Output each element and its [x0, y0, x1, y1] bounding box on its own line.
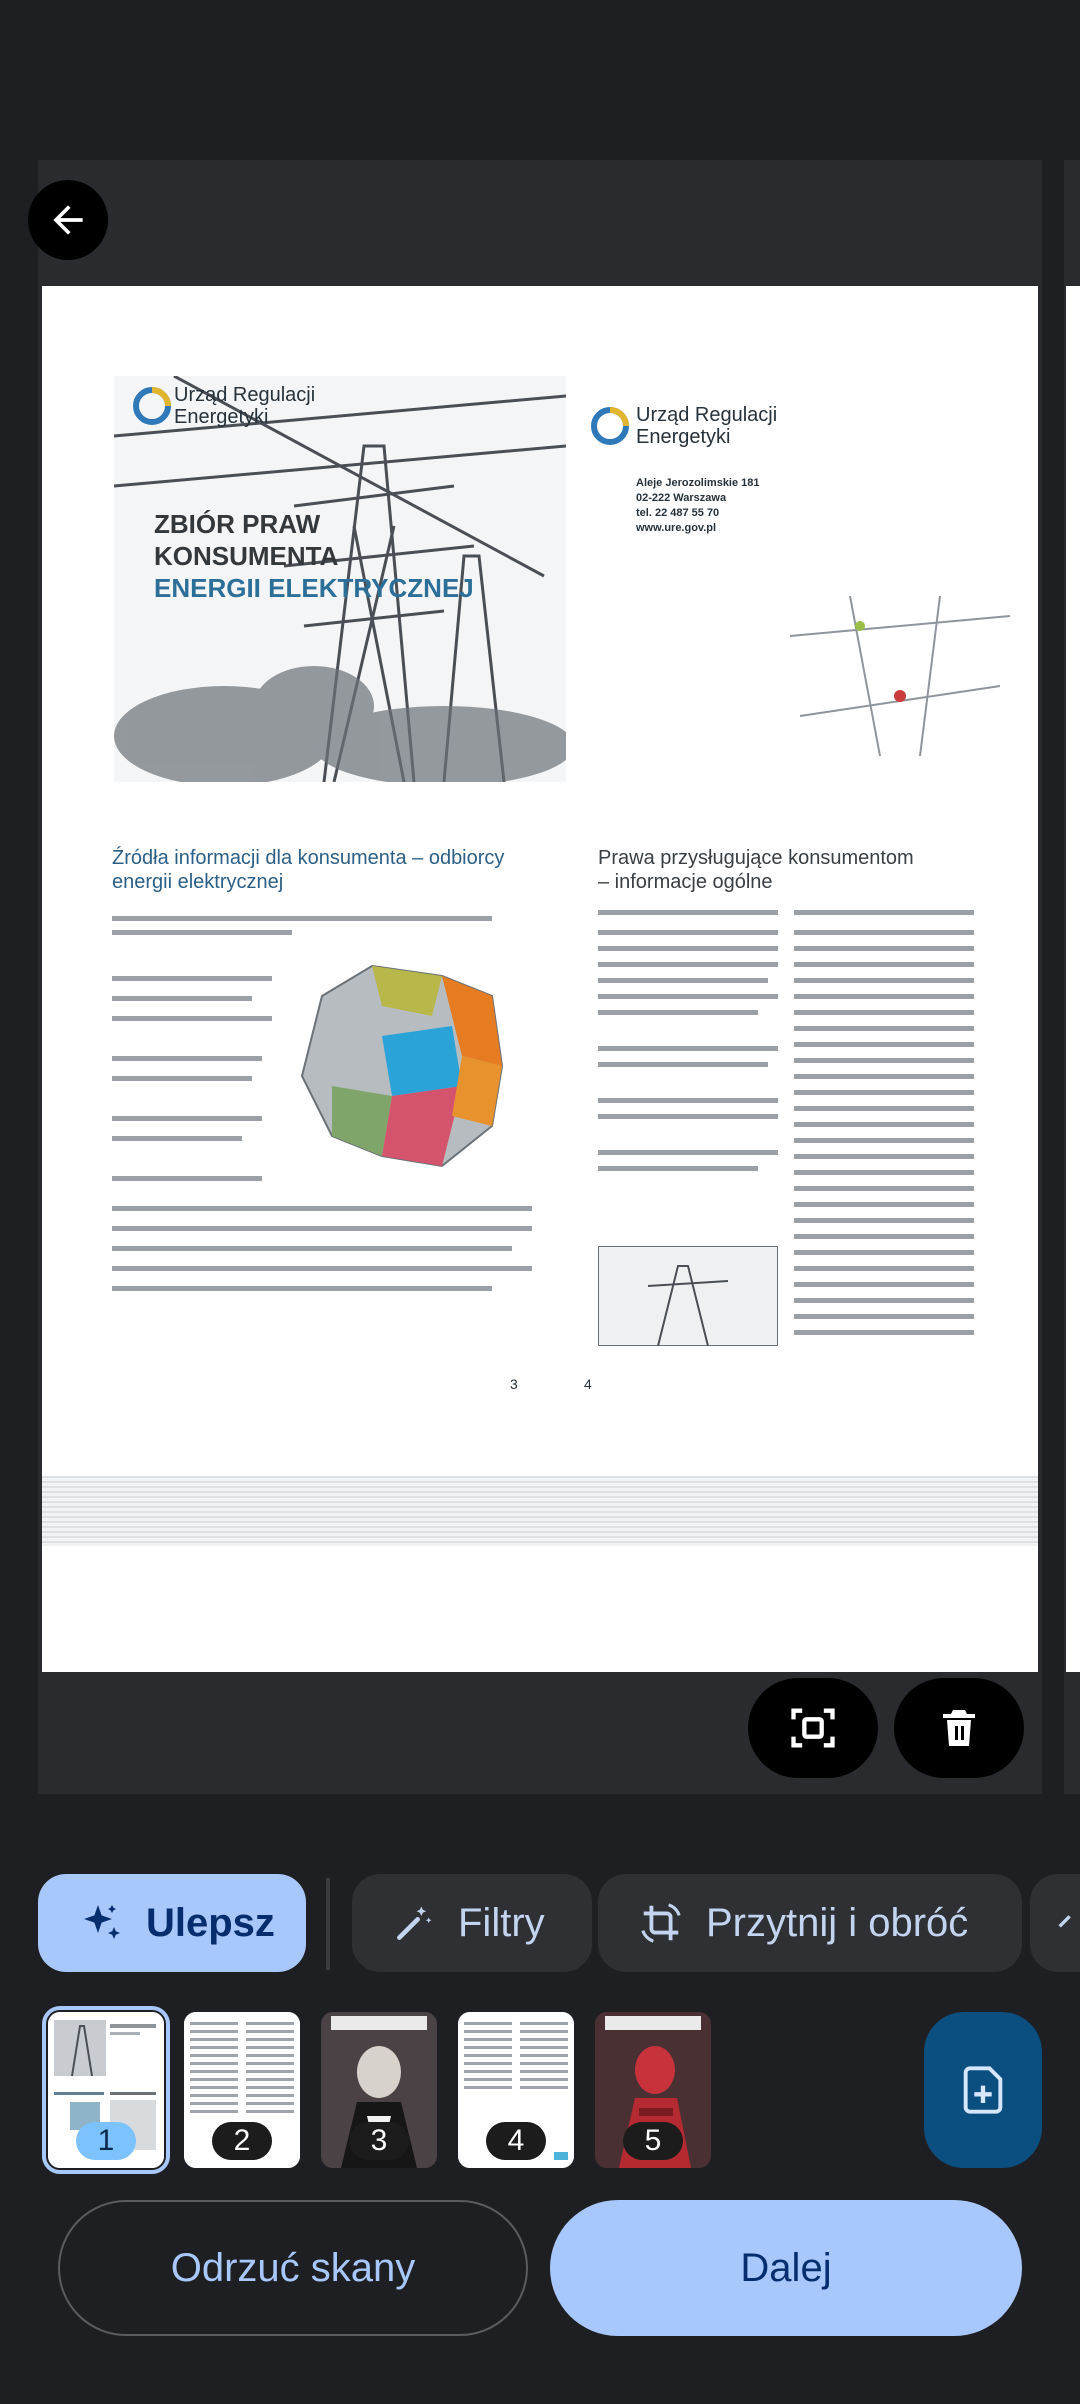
page-number-badge: 5: [623, 2122, 683, 2160]
filters-label: Filtry: [458, 1900, 545, 1945]
consumer-rights-page: [584, 846, 1018, 1406]
discard-scans-button[interactable]: Odrzuć skany: [58, 2200, 528, 2336]
enhance-label: Ulepsz: [146, 1900, 275, 1945]
chip-divider: [326, 1878, 330, 1970]
contact-page: [590, 396, 1010, 796]
info-sources-page: [112, 846, 572, 1406]
document-scanner-icon: [787, 1702, 839, 1754]
scan-noise-band: [42, 1476, 1038, 1546]
poland-regions-map: [292, 956, 512, 1176]
trash-icon: [935, 1704, 983, 1752]
page-thumbnail-4[interactable]: [458, 2012, 574, 2168]
page-thumbnail-1[interactable]: [48, 2012, 164, 2168]
back-button[interactable]: [28, 180, 108, 260]
page-thumbnail-3[interactable]: [321, 2012, 437, 2168]
crop-rotate-chip[interactable]: [598, 1874, 1022, 1972]
more-tools-chip[interactable]: [1030, 1874, 1080, 1972]
filters-chip[interactable]: [352, 1874, 592, 1972]
org-logo-text: Urząd Regulacji Energetyki: [174, 384, 316, 428]
pylon-illustration-small: [598, 1246, 778, 1346]
sparkle-icon: [78, 1899, 126, 1947]
section-heading-left: Źródła informacji dla konsumenta – odbiorcy energii elektrycznej: [112, 847, 505, 893]
cover-page: [114, 376, 566, 782]
org-logo-text: Urząd Regulacji Energetyki: [636, 404, 778, 448]
page-number-badge: 1: [76, 2122, 136, 2160]
page-thumbnail-5[interactable]: [595, 2012, 711, 2168]
retake-scan-button[interactable]: [748, 1678, 878, 1778]
page-number-badge: 3: [349, 2122, 409, 2160]
crop-rotate-icon: [638, 1900, 684, 1946]
page-number-badge: 4: [486, 2122, 546, 2160]
page-number-left: 3: [510, 1376, 518, 1392]
next-page-peek-paper: [1066, 286, 1080, 1672]
note-add-icon: [957, 2064, 1009, 2116]
page-thumbnail-2[interactable]: [184, 2012, 300, 2168]
contact-address: Aleje Jerozolimskie 181 02-222 Warszawa tel. 22 487 55 70 www.ure.gov.pl: [636, 477, 760, 534]
scanned-page: [42, 286, 1038, 1672]
add-page-button[interactable]: [924, 2012, 1042, 2168]
delete-page-button[interactable]: [894, 1678, 1024, 1778]
magic-wand-icon: [392, 1901, 436, 1945]
location-map: [790, 596, 1010, 756]
section-heading-right: Prawa przysługujące konsumentom – informacje ogólne: [598, 847, 914, 893]
page-number-right: 4: [584, 1376, 592, 1392]
crop-rotate-label: Przytnij i obróć: [706, 1900, 969, 1945]
next-button[interactable]: Dalej: [550, 2200, 1022, 2336]
page-number-badge: 2: [212, 2122, 272, 2160]
enhance-chip[interactable]: [38, 1874, 306, 1972]
org-logo-icon: [132, 386, 172, 426]
cover-title: ZBIÓR PRAW KONSUMENTA ENERGII ELEKTRYCZNEJ: [154, 509, 474, 603]
arrow-back-icon: [46, 198, 90, 242]
tool-icon: [1048, 1903, 1078, 1943]
org-logo-icon: [590, 406, 630, 446]
